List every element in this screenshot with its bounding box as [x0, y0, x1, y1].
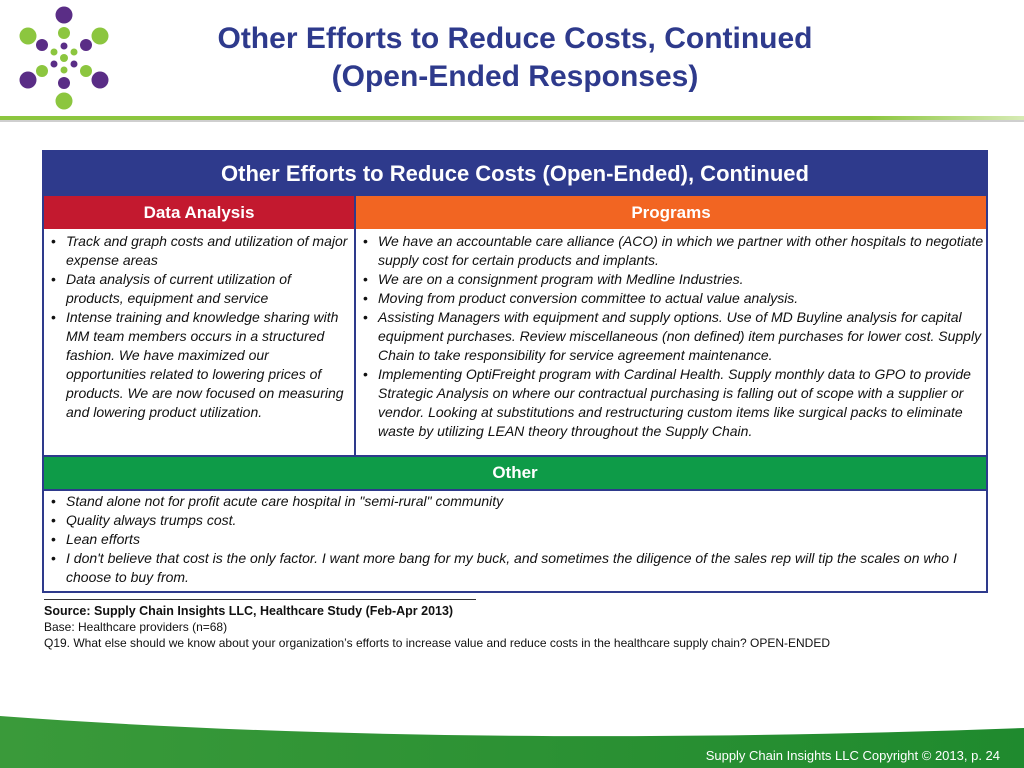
data-analysis-header: Data Analysis [44, 196, 354, 229]
header-divider [0, 113, 1024, 123]
source-line: Source: Supply Chain Insights LLC, Healthcare Study (Feb-Apr 2013) [44, 604, 454, 618]
base-line: Base: Healthcare providers (n=68) [44, 620, 228, 634]
table-title: Other Efforts to Reduce Costs (Open-Ended), Continued [44, 152, 986, 196]
programs-list [358, 232, 984, 441]
list-item: • Moving from product conversion committee to actual value analysis. [358, 289, 984, 308]
list-item: • Assisting Managers with equipment and supply options. Use of MD Buyline analysis for capital equipment purchases. Review miscellaneous (non defined) item purchases for lower cost. Supply Chain to take responsibility for service agreement maintenance. [358, 308, 984, 365]
source-divider [44, 599, 476, 600]
programs-header: Programs [356, 196, 986, 229]
page-title [130, 20, 900, 96]
list-item: • Intense training and knowledge sharing with MM team members occurs in a structured fashion. We have maximized our opportunities related to lowering prices of products. We are now focused on measuring and lowering product utilization. [46, 308, 350, 422]
column-divider [354, 196, 356, 457]
other-header: Other [44, 457, 986, 491]
efforts-table [42, 150, 988, 593]
title-line-1: Other Efforts to Reduce Costs, Continued [217, 22, 813, 55]
list-item: • We have an accountable care alliance (ACO) in which we partner with other hospitals to negotiate supply cost for certain products and implants. [358, 232, 984, 270]
list-item: • Quality always trumps cost. [46, 511, 976, 530]
company-logo [8, 6, 120, 110]
list-item: • Data analysis of current utilization of products, equipment and service [46, 270, 350, 308]
question-line: Q19. What else should we know about your organization’s efforts to increase value and reduce costs in the healthcare supply chain? OPEN-ENDED [44, 636, 830, 650]
data-analysis-list [46, 232, 350, 422]
title-line-2: (Open-Ended Responses) [331, 60, 699, 93]
list-item: • Track and graph costs and utilization of major expense areas [46, 232, 350, 270]
source-notes [44, 603, 1004, 651]
copyright-text: Supply Chain Insights LLC Copyright © 2013, p. 24 [705, 748, 1000, 763]
list-item: • Lean efforts [46, 530, 976, 549]
list-item: • Implementing OptiFreight program with Cardinal Health. Supply monthly data to GPO to provide Strategic Analysis on where our contractual purchasing is falling out of scope with a supplier or vendor. Looking at substitutions and restructuring custom items like surgical packs to eliminate waste by utilizing LEAN theory throughout the Supply Chain. [358, 365, 984, 441]
list-item: • Stand alone not for profit acute care hospital in "semi-rural" community [46, 492, 976, 511]
other-list [46, 492, 976, 587]
list-item: • We are on a consignment program with Medline Industries. [358, 270, 984, 289]
list-item: • I don't believe that cost is the only factor. I want more bang for my buck, and sometimes the diligence of the sales rep will tip the scales on who I choose to buy from. [46, 549, 976, 587]
